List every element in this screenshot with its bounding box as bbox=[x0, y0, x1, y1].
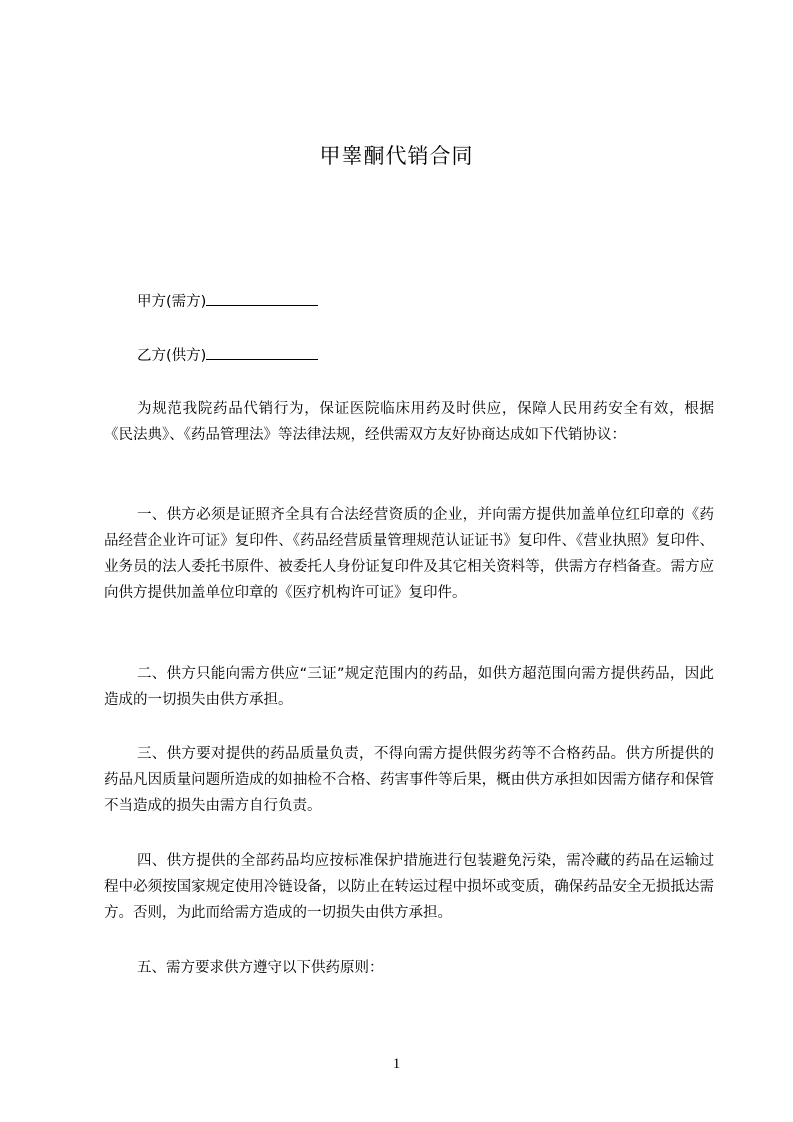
intro-paragraph: 为规范我院药品代销行为，保证医院临床用药及时供应，保障人民用药安全有效，根据《民法典》、《药品管理法》等法律法规，经供需双方友好协商达成如下代销协议： bbox=[104, 401, 714, 443]
party-a-blank[interactable] bbox=[206, 291, 318, 306]
document-title: 甲睾酮代销合同 bbox=[319, 144, 474, 168]
clause-5: 五、需方要求供方遵守以下供药原则： bbox=[137, 960, 384, 976]
clause-2: 二、供方只能向需方供应“三证”规定范围内的药品，如供方超范围向需方提供药品，因此造成的一切损失由供方承担。 bbox=[104, 666, 714, 708]
party-a-label: 甲方(需方) bbox=[137, 294, 207, 310]
clause-4: 四、供方提供的全部药品均应按标准保护措施进行包装避免污染，需冷藏的药品在运输过程中必须按国家规定使用冷链设备，以防止在转运过程中损坏或变质，确保药品安全无损抵达需方。否则，为此而给需方造成的一切损失由供方承担。 bbox=[104, 853, 714, 921]
clause-3: 三、供方要对提供的药品质量负责，不得向需方提供假劣药等不合格药品。供方所提供的药品凡因质量问题所造成的如抽检不合格、药害事件等后果，概由供方承担如因需方储存和保管不当造成的损失由需方自行负责。 bbox=[104, 746, 714, 814]
party-a-line bbox=[137, 291, 318, 312]
page-number: 1 bbox=[392, 1056, 401, 1072]
party-b-blank[interactable] bbox=[206, 345, 318, 360]
party-b-line bbox=[137, 345, 318, 366]
clause-1: 一、供方必须是证照齐全具有合法经营资质的企业，并向需方提供加盖单位红印章的《药品经营企业许可证》复印件、《药品经营质量管理规范认证证书》复印件、《营业执照》复印件、业务员的法人委托书原件、被委托人身份证复印件及其它相关资料等，供需方存档备查。需方应向供方提供加盖单位印章的《医疗机构许可证》复印件。 bbox=[104, 507, 714, 601]
party-b-label: 乙方(供方) bbox=[137, 348, 207, 364]
